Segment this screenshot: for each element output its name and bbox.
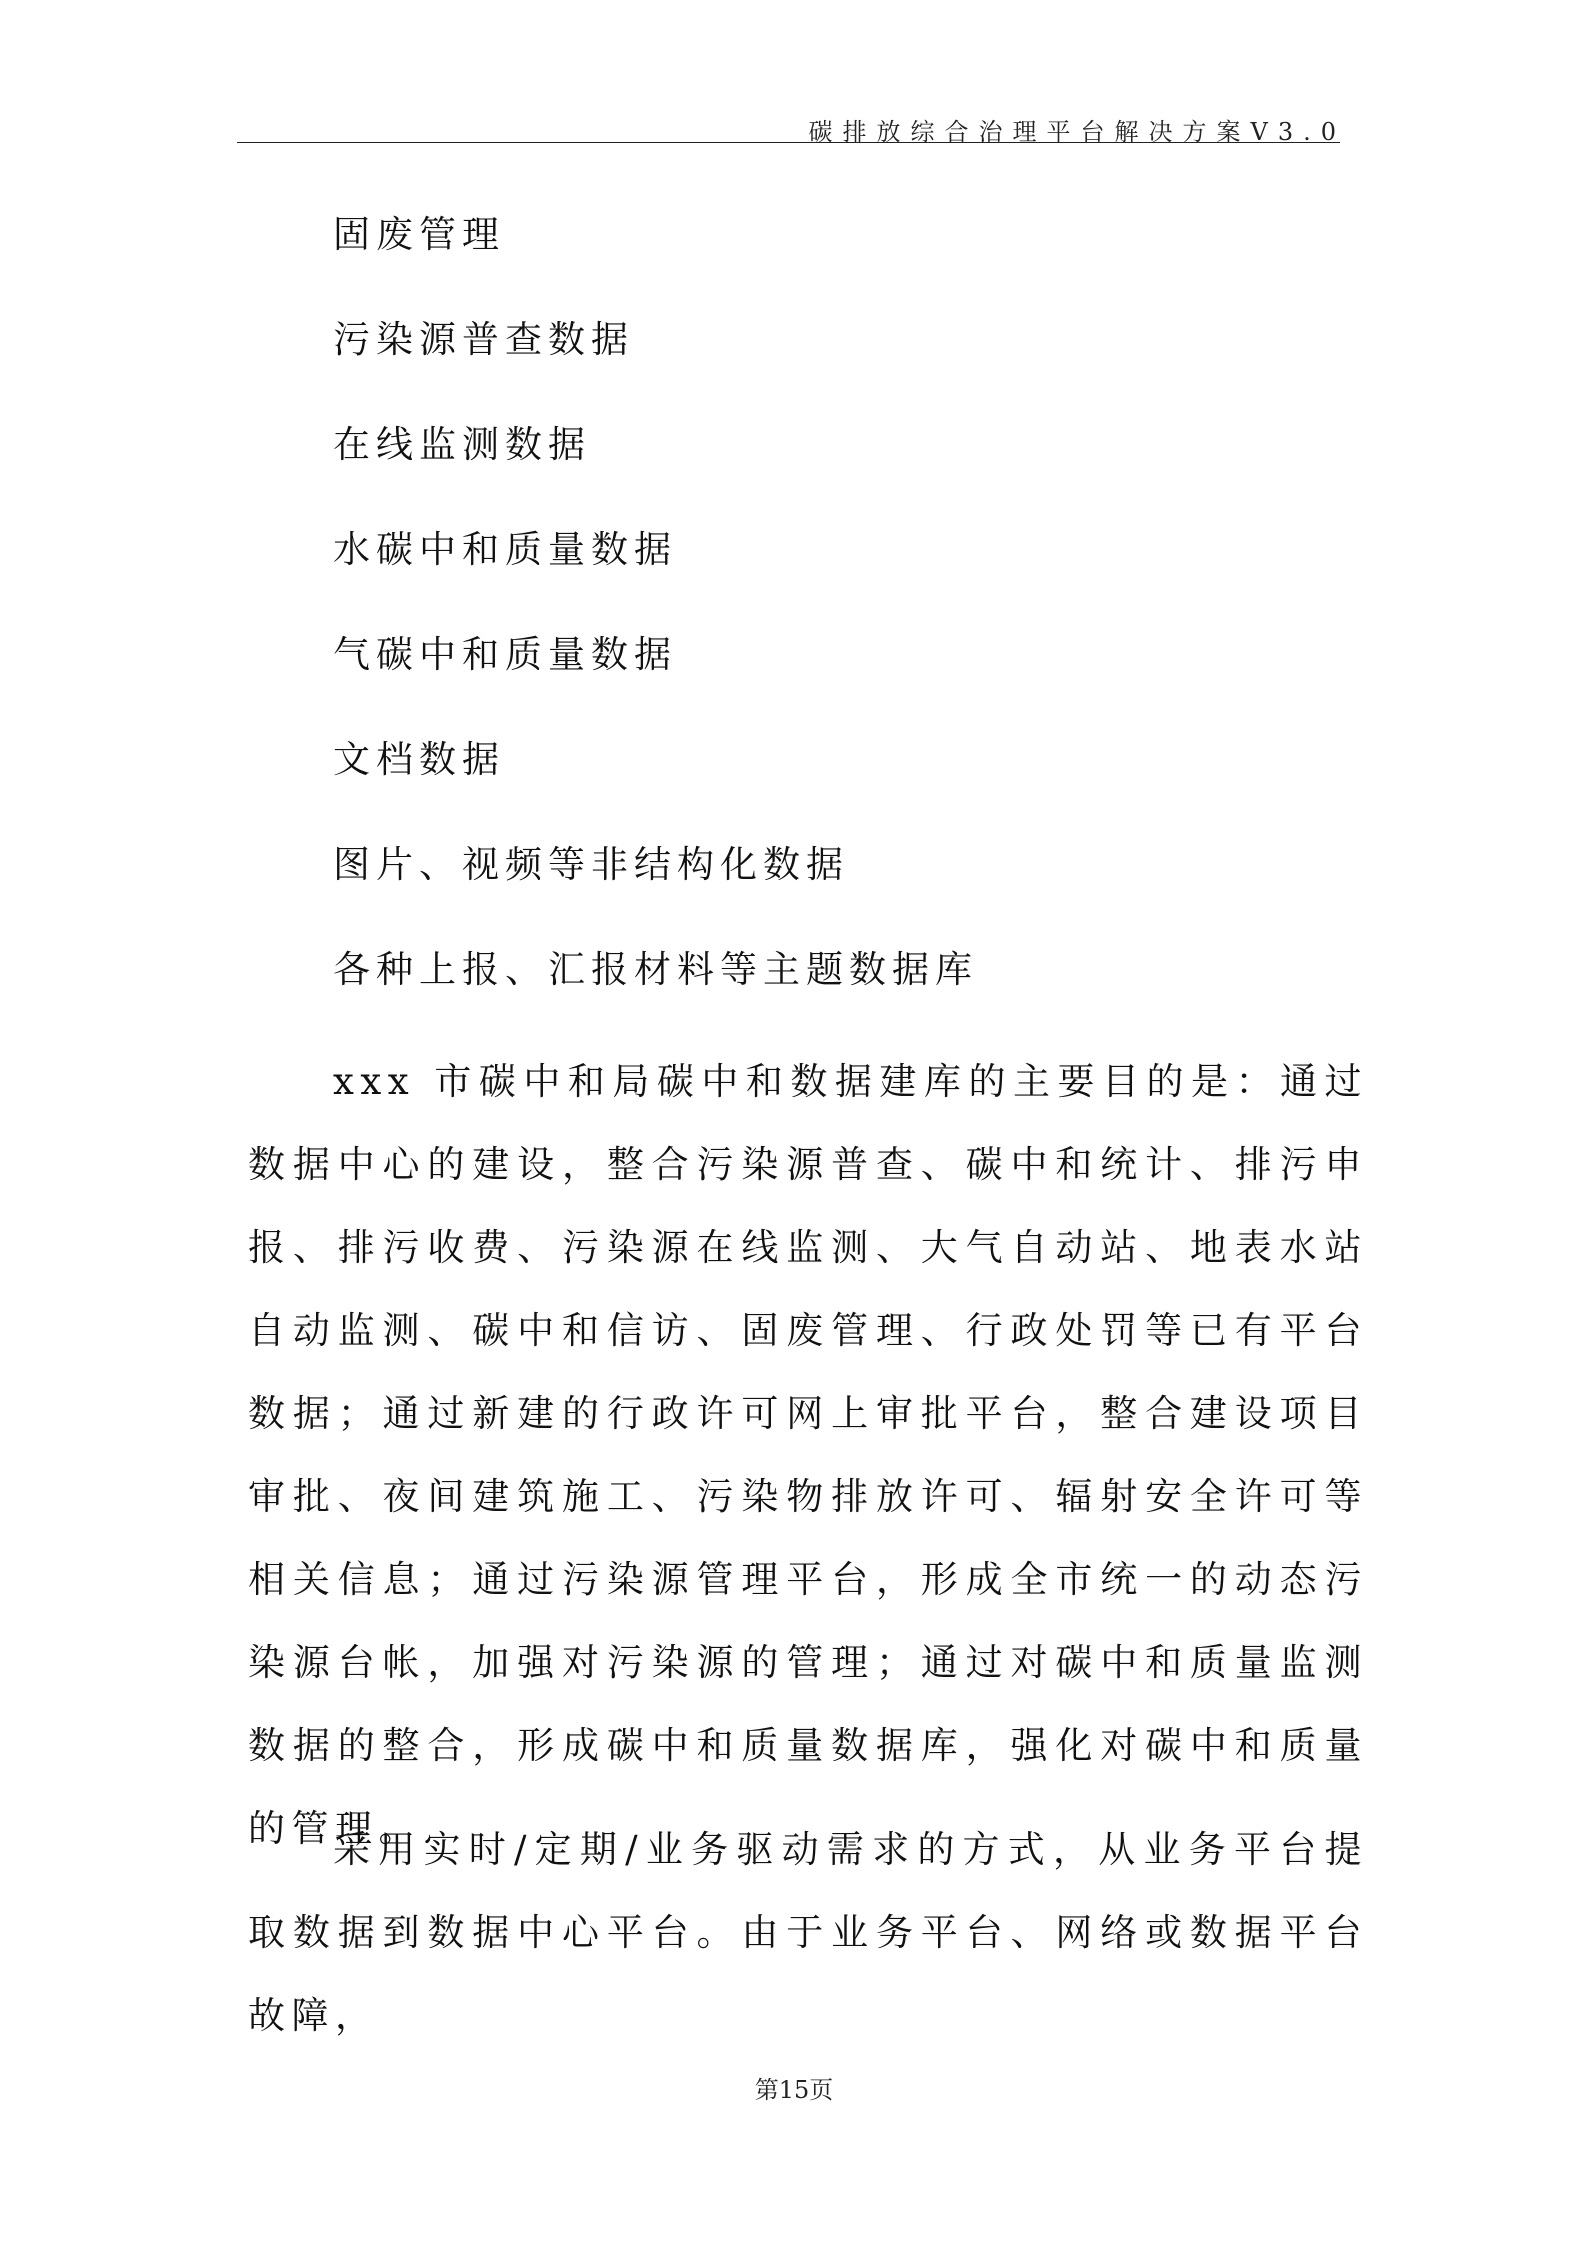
header-title: 碳排放综合治理平台解决方案V3.0 [808, 118, 1346, 146]
list-item: 在线监测数据 [333, 423, 591, 466]
body-paragraph: 采用实时/定期/业务驱动需求的方式，从业务平台提取数据到数据中心平台。由于业务平台、网络或数据平台故障， [248, 1828, 1368, 2037]
list-item: 水碳中和质量数据 [333, 528, 677, 571]
body-paragraph: xxx 市碳中和局碳中和数据建库的主要目的是：通过数据中心的建设，整合污染源普查、碳中和统计、排污申报、排污收费、污染源在线监测、大气自动站、地表水站自动监测、碳中和信访、固废管理、行政处罚等已有平台数据；通过新建的行政许可网上审批平台，整合建设项目审批、夜间建筑施工、污染物排放许可、辐射安全许可等相关信息；通过污染源管理平台，形成全市统一的动态污染源台帐，加强对污染源的管理；通过对碳中和质量监测数据的整合，形成碳中和质量数据库，强化对碳中和质量的管理。 [248, 1060, 1368, 1850]
list-item: 图片、视频等非结构化数据 [333, 843, 849, 886]
list-item: 气碳中和质量数据 [333, 633, 677, 676]
list-item: 污染源普查数据 [333, 318, 634, 361]
list-item: 各种上报、汇报材料等主题数据库 [333, 948, 978, 991]
list-item: 固废管理 [333, 213, 505, 256]
list-item: 文档数据 [333, 738, 505, 781]
page-number: 第15页 [754, 2076, 834, 2104]
header-divider [237, 142, 1340, 143]
